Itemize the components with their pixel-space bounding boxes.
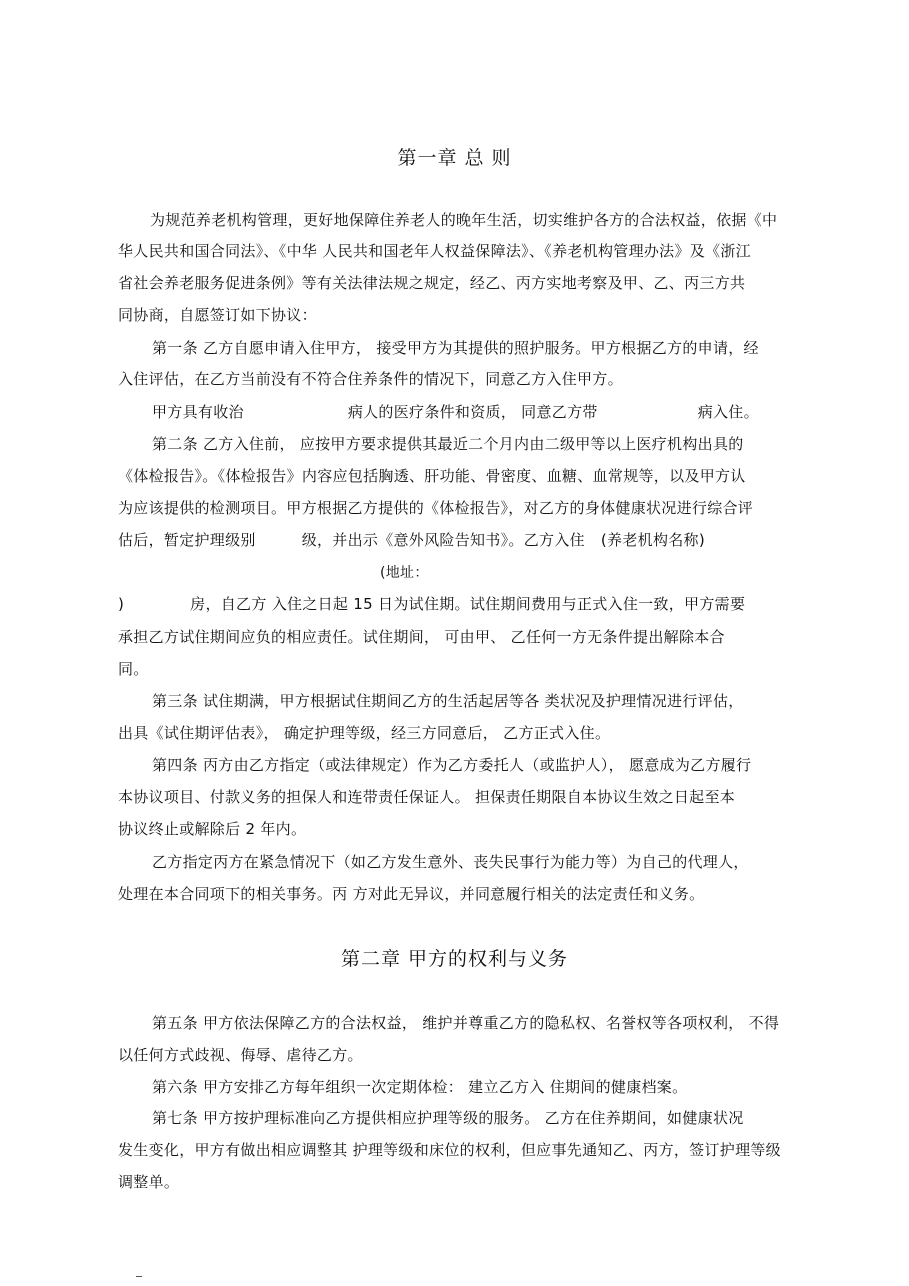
article-4-line-1: 第四条 丙方由乙方指定（或法律规定）作为乙方委托人（或监护人）， 愿意成为乙方履行: [152, 756, 752, 774]
preamble-line-3: 省社会养老服务促进条例》等有关法律法规之规定，经乙、丙方实地考察及甲、乙、丙三方共: [118, 274, 746, 292]
article-2-facility-name-label: (养老机构名称): [600, 531, 706, 549]
article-6-line-1: 第六条 甲方安排乙方每年组织一次定期体检： 建立乙方入 住期间的健康档案。: [152, 1078, 688, 1096]
page-edge-mark: [136, 1276, 142, 1281]
article-2-level-line: [118, 530, 705, 550]
article-1-condition-part-2: 病人的医疗条件和资质， 同意乙方带: [347, 403, 598, 421]
article-3-line-2: 出具《试住期评估表》， 确定护理等级，经三方同意后， 乙方正式入住。: [118, 724, 611, 742]
article-7-line-3: 调整单。: [118, 1173, 180, 1191]
article-2-level-part-1: 估后，暂定护理级别: [118, 531, 256, 549]
article-2-line-2: 《体检报告》。《体检报告》内容应包括胸透、肝功能、骨密度、血糖、血常规等，以及甲方认: [118, 467, 746, 485]
article-1-condition-part-3: 病入住。: [697, 403, 759, 421]
article-2-tail-line-2: 同。: [118, 660, 149, 678]
article-3-line-1: 第三条 试住期满，甲方根据试住期间乙方的生活起居等各 类状况及护理情况进行评估，: [152, 692, 744, 710]
article-2-room-part-1: ): [118, 595, 125, 613]
preamble-line-2: 华人民共和国合同法》、《中华 人民共和国老年人权益保障法》、《养老机构管理办法》及《浙江: [118, 242, 751, 260]
preamble-line-4: 同协商，自愿签订如下协议：: [118, 306, 317, 324]
article-2-address-label: (地址：: [380, 565, 429, 581]
article-2-room-part-2: 房，自乙方 入住之日起 15 日为试住期。试住期间费用与正式入住一致，甲方需要: [190, 595, 746, 613]
article-4-line-3: 协议终止或解除后 2 年内。: [118, 820, 307, 838]
article-7-line-1: 第七条 甲方按护理标准向乙方提供相应护理等级的服务。 乙方在住养期间，如健康状况: [152, 1109, 744, 1127]
article-5-line-1: 第五条 甲方依法保障乙方的合法权益， 维护并尊重乙方的隐私权、名誉权等各项权利， 不得: [152, 1014, 780, 1032]
article-1-condition-part-1: 甲方具有收治: [152, 403, 244, 421]
agent-clause-line-1: 乙方指定丙方在紧急情况下（如乙方发生意外、丧失民事行为能力等）为自己的代理人，: [152, 853, 749, 871]
chapter-2-title: 第二章 甲方的权利与义务: [340, 948, 569, 970]
article-2-line-1: 第二条 乙方入住前， 应按甲方要求提供其最近二个月内由二级甲等以上医疗机构出具的: [152, 435, 744, 453]
article-2-tail-line-1: 承担乙方试住期间应负的相应责任。试住期间， 可由甲、 乙任何一方无条件提出解除本合: [118, 628, 725, 646]
article-2-line-3: 为应该提供的检测项目。甲方根据乙方提供的《体检报告》，对乙方的身体健康状况进行综合评: [118, 499, 754, 517]
article-1-line-1: 第一条 乙方自愿申请入住甲方， 接受甲方为其提供的照护服务。甲方根据乙方的申请，经: [152, 339, 759, 357]
chapter-1-title: 第一章 总 则: [397, 147, 512, 169]
article-2-room-line: [118, 594, 745, 614]
article-5-line-2: 以任何方式歧视、侮辱、虐待乙方。: [118, 1046, 363, 1064]
article-2-level-part-2: 级，并出示《意外风险告知书》。乙方入住: [301, 531, 585, 549]
article-1-line-2: 入住评估，在乙方当前没有不符合住养条件的情况下，同意乙方入住甲方。: [118, 370, 623, 388]
preamble-line-1: 为规范养老机构管理，更好地保障住养老人的晚年生活，切实维护各方的合法权益，依据《中: [150, 211, 778, 229]
article-4-line-2: 本协议项目、付款义务的担保人和连带责任保证人。 担保责任期限自本协议生效之日起至本: [118, 788, 736, 806]
agent-clause-line-2: 处理在本合同项下的相关事务。丙 方对此无异议，并同意履行相关的法定责任和义务。: [118, 885, 705, 903]
article-1-condition-line: [152, 402, 759, 422]
article-7-line-2: 发生变化，甲方有做出相应调整其 护理等级和床位的权利，但应事先通知乙、丙方，签订护理等级: [118, 1141, 781, 1159]
